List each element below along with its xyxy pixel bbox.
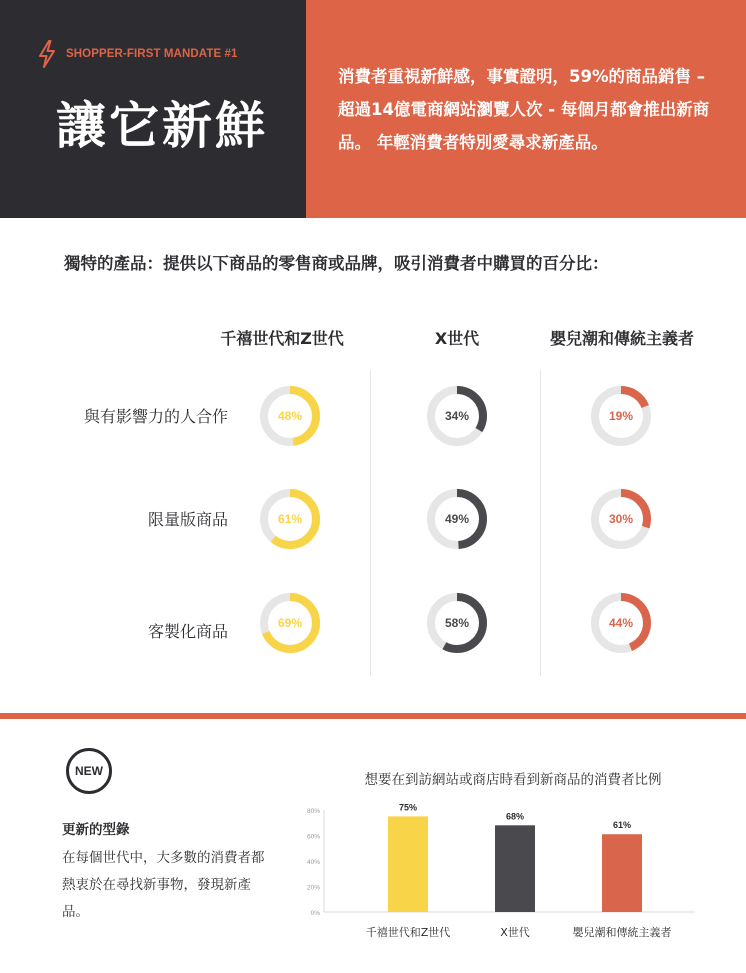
bar-value-label: 61% — [612, 820, 632, 831]
y-tick-label: 40% — [306, 859, 320, 866]
new-products-bar-chart — [300, 760, 720, 950]
catalog-body: 在每個世代中，大多數的消費者都熱衷於在尋找新事物，發現新產品。 — [62, 850, 265, 920]
section-subheading: 獨特的產品：提供以下商品的零售商或品牌，吸引消費者中購買的百分比： — [64, 254, 609, 273]
x-category-label: X世代 — [500, 926, 530, 939]
header — [0, 0, 746, 218]
page-title: 讓它新鮮 — [56, 97, 268, 155]
y-tick-label: 80% — [306, 808, 320, 815]
donut-chart — [425, 591, 489, 655]
donut-chart — [425, 384, 489, 448]
row-label-limited-edition: 限量版商品 — [147, 510, 228, 529]
bar-chart-title: 想要在到訪網站或商店時看到新商品的消費者比例 — [364, 772, 662, 788]
x-category-label: 嬰兒潮和傳統主義者 — [572, 926, 672, 939]
bar — [602, 834, 642, 912]
bar — [388, 816, 428, 912]
donut-value-label: 19% — [608, 409, 634, 423]
x-category-label: 千禧世代和Z世代 — [365, 926, 451, 939]
donut-chart — [258, 591, 322, 655]
row-label-influencer: 與有影響力的人合作 — [83, 407, 228, 426]
column-header-boomers: 嬰兒潮和傳統主義者 — [549, 329, 695, 348]
y-tick-label: 20% — [306, 884, 320, 892]
donut-chart — [425, 487, 489, 551]
donut-value-label: 49% — [444, 512, 470, 526]
header-title-panel — [0, 0, 306, 218]
new-badge-icon: NEW — [66, 748, 112, 794]
y-tick-label: 0% — [310, 910, 320, 917]
lightning-bolt-icon — [38, 40, 56, 68]
section-divider — [0, 713, 746, 719]
donut-chart — [589, 487, 653, 551]
column-header-millennials-genz: 千禧世代和Z世代 — [220, 329, 344, 348]
donut-chart — [258, 487, 322, 551]
donut-value-label: 44% — [608, 616, 634, 630]
column-divider — [370, 370, 371, 676]
donut-chart — [589, 591, 653, 655]
donut-chart — [258, 384, 322, 448]
mandate-tag — [38, 40, 238, 68]
column-header-genx: X世代 — [434, 329, 480, 348]
donut-value-label: 61% — [277, 512, 303, 526]
donut-value-label: 30% — [608, 512, 634, 526]
bar-chart-plot — [300, 760, 720, 950]
donut-value-label: 48% — [277, 409, 303, 423]
bar-value-label: 75% — [398, 802, 418, 813]
catalog-title: 更新的型錄 — [62, 822, 130, 838]
donut-value-label: 69% — [277, 616, 303, 630]
donut-value-label: 58% — [444, 616, 470, 630]
mandate-label: SHOPPER-FIRST MANDATE #1 — [66, 48, 238, 60]
y-tick-label: 60% — [306, 833, 320, 841]
bar — [495, 825, 535, 912]
row-label-custom: 客製化商品 — [147, 622, 228, 641]
donut-value-label: 34% — [444, 409, 470, 423]
donut-chart — [589, 384, 653, 448]
bar-value-label: 68% — [505, 811, 525, 822]
intro-text: 消費者重視新鮮感，事實證明，59%的商品銷售 – 超過14億電商網站瀏覽人次 - 每個月都會推出新商品。 年輕消費者特別愛尋求新產品。 — [338, 67, 710, 152]
column-divider — [540, 370, 541, 676]
